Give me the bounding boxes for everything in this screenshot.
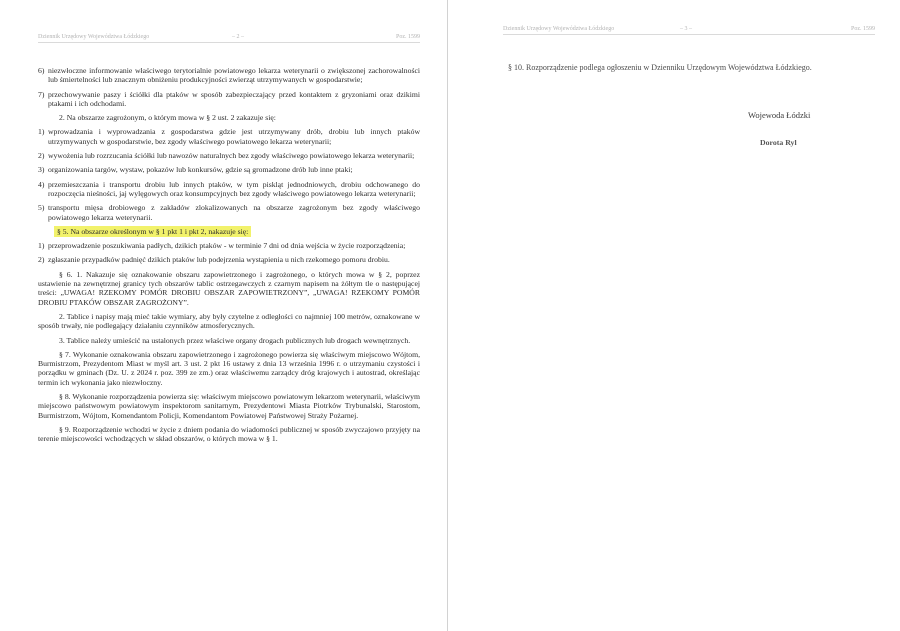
list-item-2 bbox=[38, 255, 420, 264]
paragraph-section-6-3: 3. Tablice należy umieścić na ustalonych przez właściwe organy drogach publicznych lub drogach wewnętrznych. bbox=[59, 335, 411, 345]
signatory-title: Wojewoda Łódzki bbox=[748, 110, 811, 120]
header-position: Poz. 1599 bbox=[851, 26, 875, 32]
header-position: Poz. 1599 bbox=[396, 34, 420, 40]
list-item-5 bbox=[38, 203, 420, 222]
paragraph-section-6-2: 2. Tablice i napisy mają mieć takie wymiary, aby były czytelne z odległości co najmniej 100 metrów, oznakowane w sposób trwały, nie podlegający działaniu czynników atmosferycznych. bbox=[38, 311, 420, 331]
header-page-number: – 3 – bbox=[680, 26, 692, 32]
list-item-text: przeprowadzenie poszukiwania padłych, dzikich ptaków - w terminie 7 dni od dnia wejścia w życie rozporządzenia; bbox=[48, 241, 406, 251]
list-item-number: 6) bbox=[38, 66, 45, 75]
paragraph-section-7: § 7. Wykonanie oznakowania obszaru zapowietrzonego i zagrożonego powierza się właściwym miejscowo Wójtom, Burmistrzom, Prezydentom Miast w myśl art. 3 ust. 2 pkt 16 ustawy z dnia 13 września 1996 r. o utrzymaniu czystości i porządku w gminach (Dz. U. z 2024 r. poz. 399 ze zm.) oraz właściwemu zarządcy dróg krajowych i autostrad, określając termin ich wykonania jako niezwłoczny. bbox=[38, 349, 420, 387]
paragraph-section-10: § 10. Rozporządzenie podlega ogłoszeniu w Dzienniku Urzędowym Województwa Łódzkiego. bbox=[508, 63, 812, 72]
list-item-number: 3) bbox=[38, 165, 45, 175]
signatory-name: Dorota Ryl bbox=[760, 138, 797, 147]
list-item-number: 4) bbox=[38, 179, 45, 189]
list-item-text: niezwłoczne informowanie właściwego terytorialnie powiatowego lekarza weterynarii o zwiększonej zachorowalności lub śmiertelności lub znacznym obniżeniu produkcyjności zwierząt utrzymywanych w gospodarstwie; bbox=[48, 66, 420, 85]
list-item-number: 2) bbox=[38, 255, 45, 265]
list-item-1 bbox=[38, 241, 420, 250]
list-item-number: 5) bbox=[38, 203, 45, 213]
list-item-text: zgłaszanie przypadków padnięć dzikich ptaków lub podejrzenia wystąpienia u nich rzekomego pomoru drobiu. bbox=[48, 255, 390, 265]
paragraph-section-5 bbox=[38, 227, 420, 236]
list-item-number: 1) bbox=[38, 241, 45, 251]
paragraph-zakazy-obszar-zagrozony: 2. Na obszarze zagrożonym, o którym mowa w § 2 ust. 2 zakazuje się: bbox=[59, 113, 276, 123]
list-item-1 bbox=[38, 127, 420, 146]
list-item-2 bbox=[38, 151, 420, 160]
paragraph-section-9: § 9. Rozporządzenie wchodzi w życie z dniem podania do wiadomości publicznej w sposób zwyczajowo przyjęty na terenie miejscowości wchodzących w skład obszarów, o których mowa w § 1. bbox=[38, 424, 420, 444]
list-item-6 bbox=[38, 66, 420, 85]
list-item-text: przechowywanie paszy i ściółki dla ptaków w sposób zabezpieczający przed kontaktem z gryzoniami oraz dzikimi ptakami i ich odchodami. bbox=[48, 89, 420, 108]
list-item-text: organizowania targów, wystaw, pokazów lub konkursów, gdzie są gromadzone drób lub inne ptaki; bbox=[48, 165, 353, 175]
left-page bbox=[0, 0, 447, 631]
left-page-header bbox=[38, 33, 420, 43]
list-item-text: przemieszczania i transportu drobiu lub innych ptaków, w tym piskląt jednodniowych, drobiu odchowanego do rozpoczęcia nieśności, jaj wylęgowych oraz konsumpcyjnych bez zgody właściwego powiatowego lekarza weterynarii; bbox=[48, 179, 420, 198]
list-item-text: transportu mięsa drobiowego z zakładów zlokalizowanych na obszarze zagrożonym bez zgody właściwego powiatowego lekarza weterynarii. bbox=[48, 203, 420, 222]
list-item-number: 7) bbox=[38, 89, 45, 99]
list-item-number: 2) bbox=[38, 151, 45, 161]
header-title: Dziennik Urzędowy Województwa Łódzkiego bbox=[38, 34, 150, 40]
right-page-header bbox=[503, 25, 875, 35]
list-item-7 bbox=[38, 90, 420, 109]
highlighted-text: § 5. Na obszarze określonym w § 1 pkt 1 i pkt 2, nakazuje się: bbox=[54, 226, 251, 237]
list-item-3 bbox=[38, 165, 420, 174]
right-page bbox=[448, 0, 900, 631]
header-page-number: – 2 – bbox=[232, 34, 244, 40]
list-item-text: wywożenia lub rozrzucania ściółki lub nawozów naturalnych bez zgody właściwego powiatowego lekarza weterynarii; bbox=[48, 151, 415, 161]
header-title: Dziennik Urzędowy Województwa Łódzkiego bbox=[503, 26, 615, 32]
paragraph-section-8: § 8. Wykonanie rozporządzenia powierza się: właściwym miejscowo powiatowym lekarzom weterynarii, właściwym miejscowo państwowym powiatowym inspektorom sanitarnym, Prezydentowi Miasta Piotrków Trybunalski, Starostom, Burmistrzom, Wójtom, Komendantom Policji, Komendantom Powiatowej Państwowej Straży Pożarnej. bbox=[38, 392, 420, 420]
list-item-4 bbox=[38, 180, 420, 199]
list-item-text: wprowadzania i wyprowadzania z gospodarstwa gdzie jest utrzymywany drób, drobiu lub innych ptaków utrzymywanych w gospodarstwie, bez zgody właściwego powiatowego lekarza weterynarii; bbox=[48, 127, 420, 146]
paragraph-section-6-1: § 6. 1. Nakazuje się oznakowanie obszaru zapowietrzonego i zagrożonego, o których mowa w § 2, poprzez ustawienie na zewnętrznej granicy tych obszarów tablic ostrzegawczych z czarnym napisem na żółtym tle o następującej treści: „UWAGA! RZEKOMY POMÓR DROBIU OBSZAR ZAPOWIETRZONY”, „UWAGA! RZEKOMY POMÓR DROBIU PTAKÓW OBSZAR ZAGROŻONY”. bbox=[38, 269, 420, 307]
list-item-number: 1) bbox=[38, 127, 45, 137]
left-page-body bbox=[38, 66, 420, 449]
